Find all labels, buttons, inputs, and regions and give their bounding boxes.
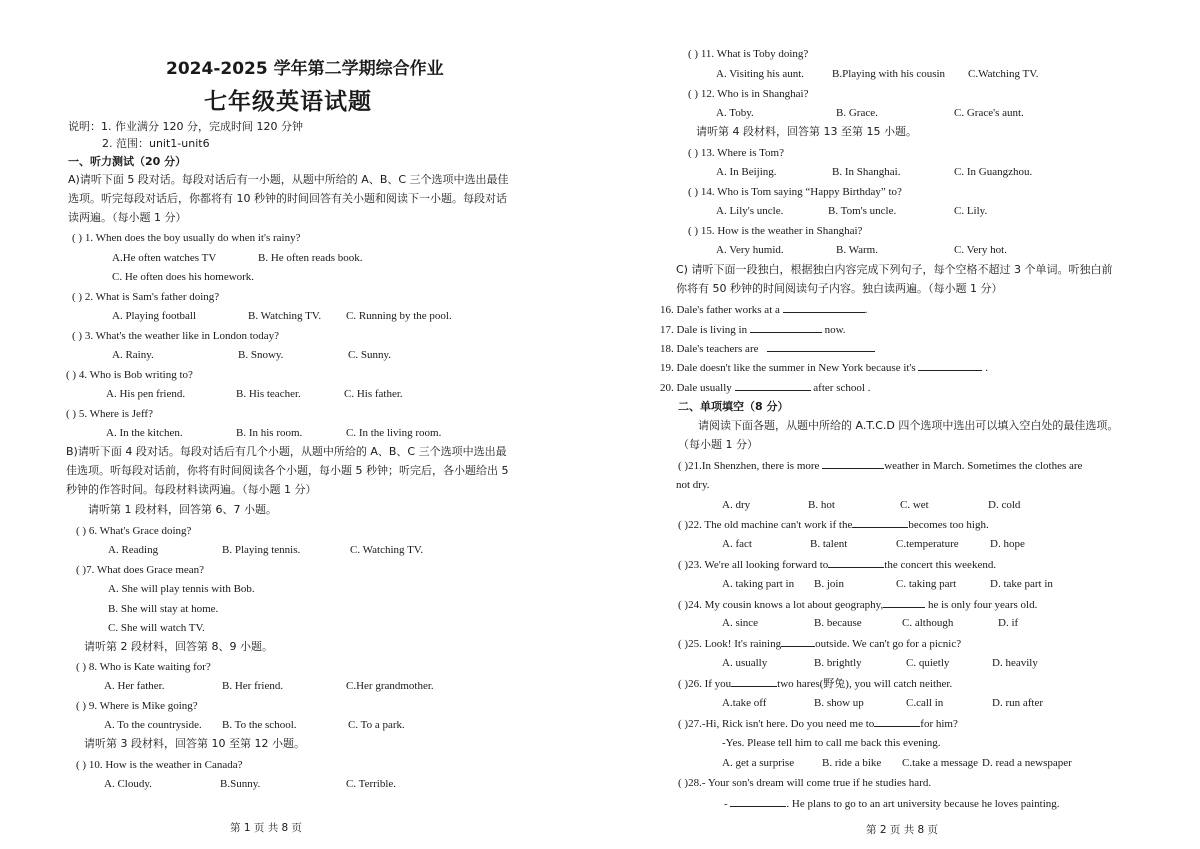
section-2-heading: 二、单项填空（8 分）: [678, 400, 789, 413]
q13-option-a: A. In Beijing.: [716, 166, 777, 178]
q20-text: 20. Dale usually: [660, 382, 732, 394]
q6-option-a: A. Reading: [108, 544, 159, 556]
q14-option-a: A. Lily's uncle.: [716, 205, 784, 217]
q25-option-b: B. brightly: [814, 657, 862, 669]
q10-option-c: C. Terrible.: [346, 778, 397, 790]
question-9: ( ) 9. Where is Mike going?: [76, 700, 198, 712]
q1-option-b: B. He often reads book.: [258, 252, 363, 264]
q9-option-a: A. To the countryside.: [104, 719, 202, 731]
question-17: [660, 322, 846, 337]
q2-option-b: B. Watching TV.: [248, 310, 322, 322]
question-27-reply: -Yes. Please tell him to call me back this evening.: [722, 737, 941, 749]
q27-option-a: A. get a surprise: [722, 757, 795, 769]
q23-option-a: A. taking part in: [722, 578, 795, 590]
q26-option-a: A.take off: [722, 697, 767, 709]
section-1-heading: 一、听力测试（20 分）: [68, 155, 187, 168]
q19-text: 19. Dale doesn't like the summer in New York because it's: [660, 362, 916, 374]
section-b-instructions-1: B)请听下面 4 段对话。每段对话后有几个小题，从题中所给的 A、B、C 三个选项中选出最: [66, 445, 507, 458]
page-1-footer: 第 1 页 共 8 页: [230, 822, 303, 834]
instructions-line-2: 2. 范围：unit1-unit6: [102, 137, 210, 150]
q2-option-c: C. Running by the pool.: [346, 310, 452, 322]
question-7: ( )7. What does Grace mean?: [76, 564, 205, 576]
q18-text: 18. Dale's teachers are: [660, 343, 759, 355]
q2-option-a: A. Playing football: [112, 310, 197, 322]
q22-option-c: C.temperature: [896, 538, 959, 550]
q27-option-c: C.take a message: [902, 757, 979, 769]
section-a-instructions-3: 读两遍。（每小题 1 分）: [68, 211, 187, 224]
question-15: ( ) 15. How is the weather in Shanghai?: [688, 225, 863, 237]
q15-option-c: C. Very hot.: [954, 244, 1007, 256]
q26-option-b: B. show up: [814, 697, 864, 709]
q21-text-before: ( )21.In Shenzhen, there is more: [678, 460, 820, 472]
q28-dash: -: [724, 798, 728, 810]
q24-blank[interactable]: [883, 597, 925, 608]
q25-blank[interactable]: [781, 636, 815, 647]
q23-option-b: B. join: [814, 578, 844, 590]
question-20: [660, 380, 870, 395]
q15-option-a: A. Very humid.: [716, 244, 784, 256]
q20-blank[interactable]: [735, 380, 811, 391]
question-28-reply: [724, 796, 1060, 811]
question-4: ( ) 4. Who is Bob writing to?: [66, 369, 193, 381]
q15-option-b: B. Warm.: [836, 244, 878, 256]
q6-option-b: B. Playing tennis.: [222, 544, 301, 556]
q17-text: 17. Dale is living in: [660, 324, 748, 336]
q20-end: after school .: [813, 382, 871, 394]
q24-option-d: D. if: [998, 617, 1019, 629]
instructions-line-1: 说明：1. 作业满分 120 分，完成时间 120 分钟: [68, 120, 303, 133]
q6-option-c: C. Watching TV.: [350, 544, 424, 556]
q21-blank[interactable]: [822, 458, 884, 469]
q16-blank[interactable]: [783, 302, 865, 313]
q5-option-c: C. In the living room.: [346, 427, 442, 439]
q11-option-a: A. Visiting his aunt.: [716, 68, 805, 80]
question-2: ( ) 2. What is Sam's father doing?: [72, 291, 220, 303]
q22-option-b: B. talent: [810, 538, 848, 550]
question-5: ( ) 5. Where is Jeff?: [66, 408, 153, 420]
question-3: ( ) 3. What's the weather like in London today?: [72, 330, 280, 342]
q21-option-b: B. hot: [808, 499, 835, 511]
q27-text-after: for him?: [920, 718, 958, 730]
question-27: [678, 716, 958, 731]
q21-option-c: C. wet: [900, 499, 929, 511]
q1-option-a: A.He often watches TV: [112, 252, 217, 264]
question-11: ( ) 11. What is Toby doing?: [688, 48, 809, 60]
q25-option-d: D. heavily: [992, 657, 1038, 669]
question-16: 16. Dale's father works at a .: [660, 304, 868, 316]
section-c-instructions-2: 你将有 50 秒钟的时间阅读句子内容。独白读两遍。（每小题 1 分）: [676, 282, 1003, 295]
question-22: [678, 517, 989, 532]
exam-page-2: [600, 0, 1200, 849]
q3-option-b: B. Snowy.: [238, 349, 284, 361]
question-8: ( ) 8. Who is Kate waiting for?: [76, 661, 211, 673]
question-19: [660, 360, 988, 375]
q21-option-d: D. cold: [988, 499, 1021, 511]
q5-option-b: B. In his room.: [236, 427, 303, 439]
q25-option-a: A. usually: [722, 657, 768, 669]
q24-text-after: he is only four years old.: [927, 599, 1038, 611]
q28-blank[interactable]: [730, 796, 786, 807]
q7-option-b: B. She will stay at home.: [108, 603, 219, 615]
q23-text-before: ( )23. We're all looking forward to: [678, 559, 829, 571]
q8-option-c: C.Her grandmother.: [346, 680, 434, 692]
exam-title-subject: 七年级英语试题: [204, 89, 372, 115]
section-b-instructions-3: 秒钟的作答时间。每段材料读两遍。（每小题 1 分）: [66, 483, 317, 496]
q24-text-before: ( )24. My cousin knows a lot about geography,: [678, 599, 884, 611]
q23-option-d: D. take part in: [990, 578, 1053, 590]
question-21-continued: not dry.: [676, 479, 710, 491]
question-25: [678, 636, 961, 651]
q10-option-a: A. Cloudy.: [104, 778, 152, 790]
section-2-instructions-1: 请阅读下面各题，从题中所给的 A.T.C.D 四个选项中选出可以填入空白处的最佳选项。: [698, 419, 1119, 432]
q23-text-after: the concert this weekend.: [884, 559, 997, 571]
question-10: ( ) 10. How is the weather in Canada?: [76, 759, 243, 771]
q4-option-c: C. His father.: [344, 388, 403, 400]
question-14: ( ) 14. Who is Tom saying “Happy Birthday” to?: [688, 186, 902, 198]
q1-option-c: C. He often does his homework.: [112, 271, 255, 283]
q7-option-c: C. She will watch TV.: [108, 622, 205, 634]
q13-option-b: B. In Shanghai.: [832, 166, 901, 178]
question-23: [678, 557, 996, 572]
q21-text-after: weather in March. Sometimes the clothes are: [884, 460, 1083, 472]
q3-option-a: A. Rainy.: [112, 349, 154, 361]
q22-blank[interactable]: [852, 517, 908, 528]
q19-blank[interactable]: [918, 360, 982, 371]
q14-option-c: C. Lily.: [954, 205, 988, 217]
q8-option-a: A. Her father.: [104, 680, 165, 692]
q16-text: 16. Dale's father works at a: [660, 304, 780, 316]
q25-text-after: outside. We can't go for a picnic?: [815, 638, 962, 650]
q9-option-b: B. To the school.: [222, 719, 297, 731]
q26-option-c: C.call in: [906, 697, 944, 709]
q11-option-b: B.Playing with his cousin: [832, 68, 946, 80]
q12-option-c: C. Grace's aunt.: [954, 107, 1024, 119]
page-2-footer: 第 2 页 共 8 页: [866, 824, 939, 836]
q22-option-d: D. hope: [990, 538, 1025, 550]
material-4-instruction: 请听第 4 段材料，回答第 13 至第 15 小题。: [696, 125, 917, 138]
material-1-instruction: 请听第 1 段材料，回答第 6、7 小题。: [88, 503, 277, 516]
q17-blank[interactable]: [750, 322, 822, 333]
q17-end: now.: [824, 324, 846, 336]
section-a-instructions-2: 选项。听完每段对话后，你都将有 10 秒钟的时间回答有关小题和阅读下一小题。每段对话: [68, 192, 507, 205]
q4-option-a: A. His pen friend.: [106, 388, 186, 400]
q9-option-c: C. To a park.: [348, 719, 405, 731]
q22-text-before: ( )22. The old machine can't work if the: [678, 519, 853, 531]
question-21: [678, 458, 1082, 473]
q24-option-c: C. although: [902, 617, 954, 629]
q25-option-c: C. quietly: [906, 657, 950, 669]
q7-option-a: A. She will play tennis with Bob.: [108, 583, 255, 595]
q22-option-a: A. fact: [722, 538, 752, 550]
q8-option-b: B. Her friend.: [222, 680, 284, 692]
question-12: ( ) 12. Who is in Shanghai?: [688, 88, 809, 100]
q14-option-b: B. Tom's uncle.: [828, 205, 897, 217]
q12-option-a: A. Toby.: [716, 107, 754, 119]
q3-option-c: C. Sunny.: [348, 349, 391, 361]
q26-blank[interactable]: [731, 676, 777, 687]
material-2-instruction: 请听第 2 段材料，回答第 8、9 小题。: [84, 640, 273, 653]
q4-option-b: B. His teacher.: [236, 388, 301, 400]
section-a-instructions-1: A)请听下面 5 段对话。每段对话后有一小题，从题中所给的 A、B、C 三个选项中选出最佳: [68, 173, 509, 186]
q18-blank[interactable]: [767, 341, 875, 352]
exam-title-term: 2024-2025 学年第二学期综合作业: [166, 59, 444, 79]
q23-blank[interactable]: [828, 557, 884, 568]
q26-text-before: ( )26. If you: [678, 678, 732, 690]
q27-option-b: B. ride a bike: [822, 757, 882, 769]
q5-option-a: A. In the kitchen.: [106, 427, 183, 439]
question-26: [678, 676, 952, 691]
section-c-instructions-1: C) 请听下面一段独白，根据独白内容完成下列句子，每个空格不超过 3 个单词。听独白前: [676, 263, 1113, 276]
question-1: ( ) 1. When does the boy usually do when it's rainy?: [72, 232, 301, 244]
question-24: [678, 597, 1037, 612]
question-18: [660, 341, 875, 356]
question-28: ( )28.- Your son's dream will come true if he studies hard.: [678, 777, 932, 789]
q27-option-d: D. read a newspaper: [982, 757, 1072, 769]
question-13: ( ) 13. Where is Tom?: [688, 147, 784, 159]
q28-text-after: . He plans to go to an art university because he loves painting.: [786, 798, 1060, 810]
q11-option-c: C.Watching TV.: [968, 68, 1039, 80]
q27-text-before: ( )27.-Hi, Rick isn't here. Do you need me to: [678, 718, 875, 730]
question-6: ( ) 6. What's Grace doing?: [76, 525, 192, 537]
q10-option-b: B.Sunny.: [220, 778, 261, 790]
q22-text-after: becomes too high.: [908, 519, 989, 531]
section-2-instructions-2: （每小题 1 分）: [678, 438, 758, 451]
q13-option-c: C. In Guangzhou.: [954, 166, 1033, 178]
q27-blank[interactable]: [874, 716, 920, 727]
q26-text-after: two hares(野兔), you will catch neither.: [777, 678, 953, 690]
q23-option-c: C. taking part: [896, 578, 957, 590]
q24-option-a: A. since: [722, 617, 759, 629]
q21-option-a: A. dry: [722, 499, 751, 511]
q26-option-d: D. run after: [992, 697, 1044, 709]
q12-option-b: B. Grace.: [836, 107, 878, 119]
q25-text-before: ( )25. Look! It's raining: [678, 638, 782, 650]
q19-end: .: [985, 362, 988, 374]
q24-option-b: B. because: [814, 617, 862, 629]
material-3-instruction: 请听第 3 段材料，回答第 10 至第 12 小题。: [84, 737, 305, 750]
section-b-instructions-2: 佳选项。听每段对话前，你将有时间阅读各个小题，每小题 5 秒钟；听完后，各小题给出 5: [66, 464, 509, 477]
